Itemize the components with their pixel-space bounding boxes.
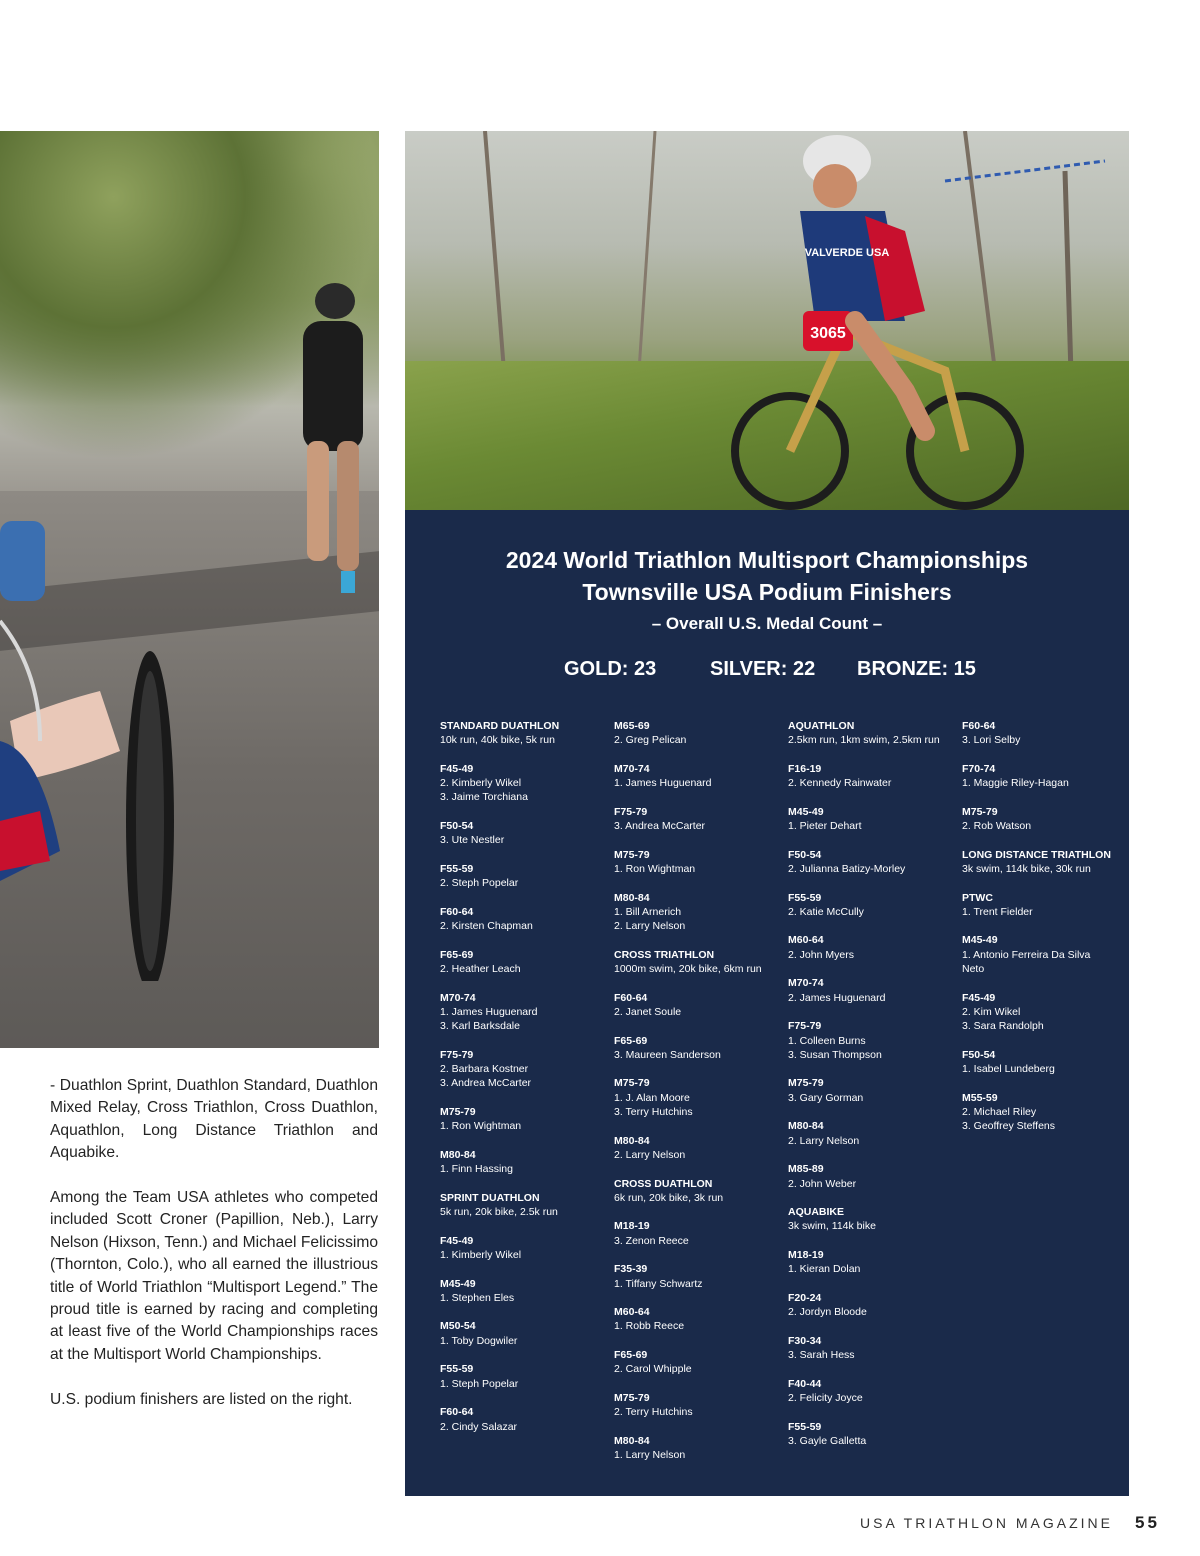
result-line: 1. Ron Wightman bbox=[440, 1120, 522, 1133]
mtb-rider bbox=[405, 131, 1129, 510]
mountain-bike-photo bbox=[405, 131, 1129, 510]
result-line: 2. Katie McCully bbox=[788, 905, 864, 918]
result-line: 1. James Huguenard bbox=[440, 1005, 538, 1018]
result-line: 3. Andrea McCarter bbox=[440, 1077, 532, 1090]
result-entry bbox=[788, 891, 958, 920]
result-entry bbox=[614, 1134, 784, 1163]
result-line: 3. Zenon Reece bbox=[614, 1234, 689, 1247]
category-heading: M85-89 bbox=[788, 1163, 824, 1176]
result-line: 2. Cindy Salazar bbox=[440, 1420, 518, 1433]
category-heading: CROSS DUATHLON bbox=[614, 1177, 713, 1190]
category-heading: F40-44 bbox=[788, 1377, 822, 1390]
result-line: 1. Pieter Dehart bbox=[788, 820, 862, 833]
title-line-1: 2024 World Triathlon Multisport Championships bbox=[505, 547, 1029, 573]
category-heading: STANDARD DUATHLON bbox=[440, 720, 560, 732]
result-line: 1. Bill Arnerich bbox=[614, 905, 682, 918]
result-line: 1. Robb Reece bbox=[614, 1320, 685, 1333]
category-heading: M45-49 bbox=[962, 934, 998, 947]
result-entry bbox=[962, 762, 1132, 791]
result-entry bbox=[962, 933, 1132, 976]
result-entry bbox=[962, 1048, 1132, 1077]
result-line: 1. Colleen Burns bbox=[788, 1034, 866, 1047]
result-entry bbox=[614, 1391, 784, 1420]
result-entry bbox=[614, 762, 784, 791]
category-heading: M80-84 bbox=[614, 1134, 650, 1147]
result-entry bbox=[440, 1362, 610, 1391]
result-line: 1. Kimberly Wikel bbox=[440, 1248, 522, 1261]
result-line: 3. Susan Thompson bbox=[788, 1048, 882, 1061]
category-heading: F35-39 bbox=[614, 1263, 648, 1276]
result-entry bbox=[962, 805, 1132, 834]
result-entry bbox=[440, 905, 610, 934]
category-heading: F45-49 bbox=[440, 1234, 474, 1247]
category-heading: AQUATHLON bbox=[788, 720, 855, 732]
result-entry bbox=[614, 848, 784, 877]
category-heading: F75-79 bbox=[788, 1020, 822, 1033]
category-heading: M75-79 bbox=[962, 805, 998, 818]
results-column-2 bbox=[614, 719, 784, 1477]
category-heading: AQUABIKE bbox=[788, 1206, 845, 1219]
result-line: 3. Maureen Sanderson bbox=[614, 1048, 721, 1061]
result-line: 1. Kieran Dolan bbox=[788, 1263, 861, 1276]
result-line: 2. Greg Pelican bbox=[614, 734, 687, 747]
result-line: 6k run, 20k bike, 3k run bbox=[614, 1191, 724, 1204]
result-line: 3. Lori Selby bbox=[962, 734, 1021, 747]
result-line: 2. James Huguenard bbox=[788, 991, 886, 1004]
result-line: 2.5km run, 1km swim, 2.5km run bbox=[788, 734, 940, 747]
category-heading: F70-74 bbox=[962, 762, 996, 775]
category-heading: M55-59 bbox=[962, 1091, 998, 1104]
result-entry bbox=[788, 1377, 958, 1406]
result-line: 1. Larry Nelson bbox=[614, 1449, 686, 1462]
result-line: 3. Ute Nestler bbox=[440, 834, 505, 847]
result-entry bbox=[614, 1034, 784, 1063]
result-entry bbox=[788, 719, 958, 748]
result-entry bbox=[962, 848, 1132, 877]
result-entry bbox=[962, 991, 1132, 1034]
category-heading: M70-74 bbox=[440, 991, 476, 1004]
results-column-1 bbox=[440, 719, 610, 1448]
title-line-2: Townsville USA Podium Finishers bbox=[582, 579, 952, 605]
category-heading: F65-69 bbox=[614, 1349, 648, 1362]
bib-number: 3065 bbox=[810, 325, 846, 342]
result-entry bbox=[788, 933, 958, 962]
paragraph: - Duathlon Sprint, Duathlon Standard, Duathlon Mixed Relay, Cross Triathlon, Cross Duathlon, Aquathlon, Long Distance Triathlon and Aquabike. bbox=[50, 1077, 378, 1162]
background-cyclist bbox=[285, 281, 370, 601]
category-heading: F55-59 bbox=[440, 862, 474, 875]
result-entry bbox=[440, 1277, 610, 1306]
category-heading: F45-49 bbox=[440, 762, 474, 775]
result-line: 1. Steph Popelar bbox=[440, 1377, 519, 1390]
result-line: 2. Barbara Kostner bbox=[440, 1063, 529, 1076]
result-entry bbox=[440, 1105, 610, 1134]
category-heading: M60-64 bbox=[614, 1306, 650, 1319]
result-line: 3. Jaime Torchiana bbox=[440, 791, 528, 804]
category-heading: M80-84 bbox=[614, 1434, 650, 1447]
category-heading: F75-79 bbox=[614, 805, 648, 818]
category-heading: F60-64 bbox=[440, 1406, 474, 1419]
result-line: 2. John Myers bbox=[788, 948, 854, 961]
result-line: 2. Larry Nelson bbox=[788, 1134, 860, 1147]
category-heading: M70-74 bbox=[788, 977, 824, 990]
category-heading: F75-79 bbox=[440, 1048, 474, 1061]
category-heading: M80-84 bbox=[440, 1148, 476, 1161]
result-line: 2. Heather Leach bbox=[440, 963, 521, 976]
result-entry bbox=[788, 805, 958, 834]
result-entry bbox=[614, 1348, 784, 1377]
category-heading: M70-74 bbox=[614, 762, 650, 775]
result-line: 3. Terry Hutchins bbox=[614, 1106, 693, 1119]
podium-results-panel bbox=[405, 510, 1129, 1496]
result-line: 1. J. Alan Moore bbox=[614, 1091, 690, 1104]
result-line: 2. Larry Nelson bbox=[614, 1148, 686, 1161]
result-entry bbox=[440, 1191, 610, 1220]
result-entry bbox=[788, 976, 958, 1005]
result-line: 3. Gayle Galletta bbox=[788, 1434, 867, 1447]
result-line: 1. Tiffany Schwartz bbox=[614, 1277, 703, 1290]
category-heading: M50-54 bbox=[440, 1320, 476, 1333]
category-heading: F60-64 bbox=[614, 991, 648, 1004]
article-text bbox=[50, 1075, 378, 1433]
result-entry bbox=[788, 1291, 958, 1320]
result-line: 2. Jordyn Bloode bbox=[788, 1306, 867, 1319]
category-heading: F65-69 bbox=[614, 1034, 648, 1047]
category-heading: F50-54 bbox=[440, 820, 474, 833]
result-line: 1. Trent Fielder bbox=[962, 905, 1033, 918]
result-entry bbox=[614, 1076, 784, 1119]
panel-title bbox=[405, 544, 1129, 608]
category-heading: SPRINT DUATHLON bbox=[440, 1191, 540, 1204]
result-line: 1. Stephen Eles bbox=[440, 1291, 515, 1304]
result-line: 3. Karl Barksdale bbox=[440, 1020, 520, 1033]
hand-cyclist bbox=[0, 521, 200, 981]
category-heading: F16-19 bbox=[788, 762, 822, 775]
result-entry bbox=[614, 991, 784, 1020]
bronze-count: BRONZE: 15 bbox=[857, 658, 976, 680]
result-line: 3. Sarah Hess bbox=[788, 1349, 855, 1362]
result-line: 1. Ron Wightman bbox=[614, 862, 696, 875]
category-heading: F50-54 bbox=[962, 1048, 996, 1061]
result-line: 2. Kennedy Rainwater bbox=[788, 777, 892, 790]
result-entry bbox=[440, 991, 610, 1034]
result-entry bbox=[440, 1405, 610, 1434]
results-column-3 bbox=[788, 719, 958, 1462]
result-entry bbox=[788, 1248, 958, 1277]
result-entry bbox=[440, 1319, 610, 1348]
result-entry bbox=[962, 719, 1132, 748]
result-entry bbox=[440, 762, 610, 805]
result-line: 3. Geoffrey Steffens bbox=[962, 1120, 1056, 1133]
result-line: 1. Antonio Ferreira Da Silva bbox=[962, 948, 1091, 961]
result-line: 3. Sara Randolph bbox=[962, 1020, 1044, 1033]
result-entry bbox=[788, 1019, 958, 1062]
category-heading: F55-59 bbox=[440, 1363, 474, 1376]
category-heading: M65-69 bbox=[614, 720, 650, 732]
category-heading: M75-79 bbox=[614, 1077, 650, 1090]
result-entry bbox=[614, 1434, 784, 1463]
result-entry bbox=[614, 719, 784, 748]
result-entry bbox=[788, 1334, 958, 1363]
category-heading: F55-59 bbox=[788, 891, 822, 904]
result-line: Neto bbox=[962, 963, 985, 976]
category-heading: M75-79 bbox=[788, 1077, 824, 1090]
result-line: 2. Steph Popelar bbox=[440, 877, 519, 890]
result-line: 3. Gary Gorman bbox=[788, 1091, 864, 1104]
category-heading: F55-59 bbox=[788, 1420, 822, 1433]
category-heading: LONG DISTANCE TRIATHLON bbox=[962, 848, 1111, 861]
result-line: 1. James Huguenard bbox=[614, 777, 712, 790]
result-entry bbox=[788, 1162, 958, 1191]
result-entry bbox=[614, 1219, 784, 1248]
result-entry bbox=[788, 1420, 958, 1449]
result-entry bbox=[614, 1262, 784, 1291]
result-entry bbox=[788, 1076, 958, 1105]
result-line: 2. Michael Riley bbox=[962, 1106, 1037, 1119]
category-heading: F60-64 bbox=[440, 905, 474, 918]
page-number: 55 bbox=[1135, 1513, 1160, 1532]
result-line: 1. Toby Dogwiler bbox=[440, 1334, 518, 1347]
category-heading: F45-49 bbox=[962, 991, 996, 1004]
result-entry bbox=[440, 862, 610, 891]
category-heading: M75-79 bbox=[614, 1391, 650, 1404]
category-heading: F50-54 bbox=[788, 848, 822, 861]
result-line: 2. John Weber bbox=[788, 1177, 857, 1190]
result-line: 2. Felicity Joyce bbox=[788, 1391, 863, 1404]
category-heading: M75-79 bbox=[440, 1106, 476, 1119]
category-heading: M18-19 bbox=[788, 1248, 824, 1261]
medal-count-heading: – Overall U.S. Medal Count – bbox=[651, 614, 883, 633]
category-heading: PTWC bbox=[962, 891, 993, 904]
result-entry bbox=[614, 1177, 784, 1206]
result-line: 2. Janet Soule bbox=[614, 1005, 682, 1018]
result-entry bbox=[614, 891, 784, 934]
category-heading: F65-69 bbox=[440, 948, 474, 961]
result-entry bbox=[440, 1048, 610, 1091]
result-entry bbox=[788, 1205, 958, 1234]
category-heading: M45-49 bbox=[788, 805, 824, 818]
category-heading: M45-49 bbox=[440, 1277, 476, 1290]
result-line: 2. Rob Watson bbox=[962, 820, 1032, 833]
category-heading: M75-79 bbox=[614, 848, 650, 861]
result-entry bbox=[440, 819, 610, 848]
category-heading: F20-24 bbox=[788, 1291, 822, 1304]
hand-cycle-photo bbox=[0, 131, 379, 1048]
category-heading: CROSS TRIATHLON bbox=[614, 948, 715, 961]
result-line: 1. Maggie Riley-Hagan bbox=[962, 777, 1069, 790]
category-heading: M18-19 bbox=[614, 1220, 650, 1233]
result-line: 2. Larry Nelson bbox=[614, 920, 686, 933]
result-entry bbox=[788, 1119, 958, 1148]
result-entry bbox=[440, 1234, 610, 1263]
result-line: 5k run, 20k bike, 2.5k run bbox=[440, 1206, 558, 1219]
result-line: 1000m swim, 20k bike, 6km run bbox=[614, 963, 762, 976]
gold-count: GOLD: 23 bbox=[564, 658, 657, 680]
result-line: 2. Kirsten Chapman bbox=[440, 920, 533, 933]
category-heading: F30-34 bbox=[788, 1334, 822, 1347]
silver-count: SILVER: 22 bbox=[710, 658, 816, 680]
result-entry bbox=[440, 719, 610, 748]
result-line: 3k swim, 114k bike bbox=[788, 1220, 876, 1233]
category-heading: M80-84 bbox=[614, 891, 650, 904]
result-entry bbox=[962, 891, 1132, 920]
paragraph: U.S. podium finishers are listed on the right. bbox=[50, 1390, 353, 1408]
result-line: 2. Terry Hutchins bbox=[614, 1406, 693, 1419]
paragraph: Among the Team USA athletes who competed included Scott Croner (Papillion, Neb.), Larry Nelson (Hixson, Tenn.) and Michael Felicissimo (Thornton, Colo.), who all earned the illustrious title of World Triathlon “Multisport Legend.” The proud title is earned by racing and completing at least five of the World Championships races at the Multisport World Championships. bbox=[50, 1189, 378, 1363]
category-heading: M60-64 bbox=[788, 934, 824, 947]
result-entry bbox=[962, 1091, 1132, 1134]
result-line: 1. Isabel Lundeberg bbox=[962, 1063, 1055, 1076]
result-line: 3k swim, 114k bike, 30k run bbox=[962, 862, 1091, 875]
result-entry bbox=[614, 1305, 784, 1334]
result-entry bbox=[440, 1148, 610, 1177]
result-line: 2. Carol Whipple bbox=[614, 1363, 692, 1376]
category-heading: M80-84 bbox=[788, 1120, 824, 1133]
result-line: 2. Kim Wikel bbox=[962, 1005, 1021, 1018]
result-line: 3. Andrea McCarter bbox=[614, 820, 706, 833]
result-line: 2. Kimberly Wikel bbox=[440, 777, 522, 790]
result-line: 2. Julianna Batizy-Morley bbox=[788, 862, 906, 875]
magazine-name: USA TRIATHLON MAGAZINE bbox=[860, 1515, 1113, 1531]
result-entry bbox=[614, 805, 784, 834]
results-column-4 bbox=[962, 719, 1132, 1148]
result-entry bbox=[788, 762, 958, 791]
result-line: 10k run, 40k bike, 5k run bbox=[440, 734, 555, 747]
category-heading: F60-64 bbox=[962, 720, 996, 732]
result-entry bbox=[440, 948, 610, 977]
result-entry bbox=[614, 948, 784, 977]
result-entry bbox=[788, 848, 958, 877]
result-line: 1. Finn Hassing bbox=[440, 1163, 513, 1176]
jersey-text: VALVERDE USA bbox=[804, 247, 890, 259]
